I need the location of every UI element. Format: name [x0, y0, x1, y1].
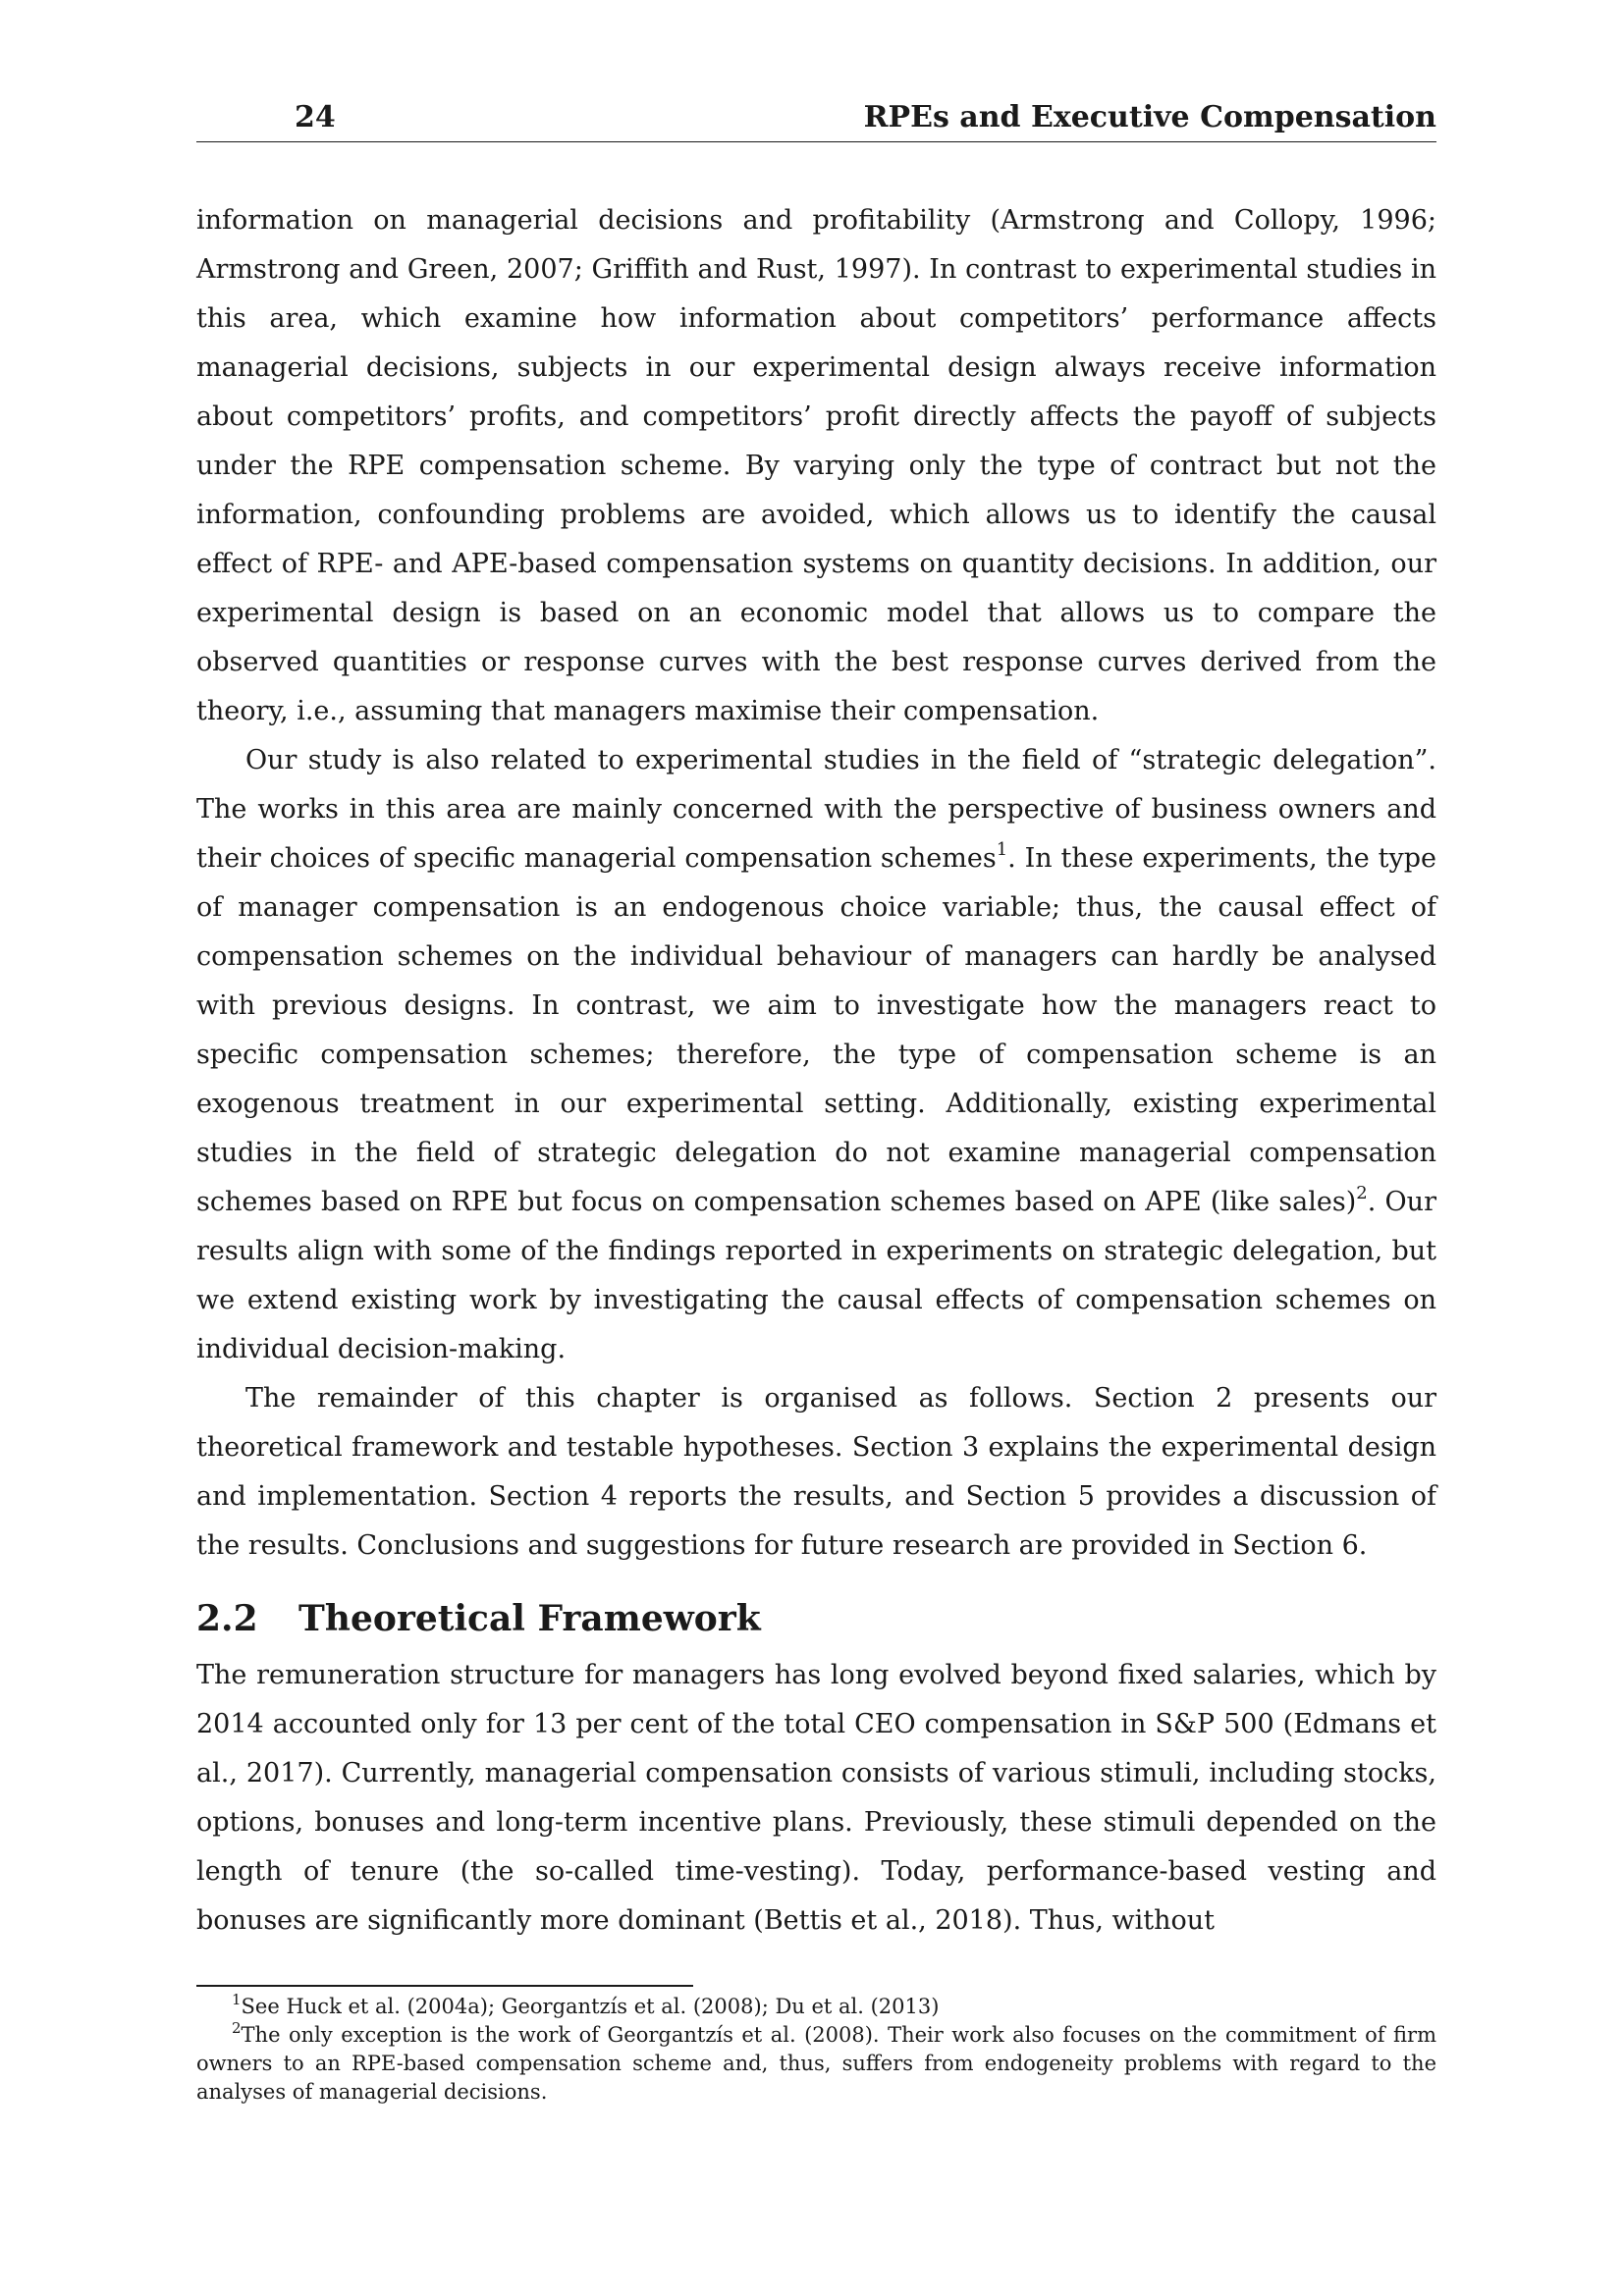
running-title: RPEs and Executive Compensation — [863, 100, 1436, 134]
paragraph-2 — [196, 736, 1436, 1374]
paragraph-4: The remuneration structure for managers has long evolved beyond fixed salaries, which by 2014 accounted only for 13 per cent of the total CEO compensation in S&P 500 (Edmans et al., 2017). Currently, managerial compensation consists of various stimuli, including stocks, options, bonuses and long-term incentive plans. Previously, these stimuli depended on the length of tenure (the so-called time-vesting). Today, performance-based vesting and bonuses are significantly more dominant (Bettis et al., 2018). Thus, without — [196, 1660, 1436, 1936]
footnote-2 — [196, 2021, 1436, 2107]
page-number: 24 — [295, 100, 336, 134]
footnote-divider — [196, 1985, 693, 1987]
body-text — [196, 196, 1436, 1946]
paragraph-1: information on managerial decisions and profitability (Armstrong and Collopy, 1996; Armstrong and Green, 2007; Griffith and Rust, 1997). In contrast to experimental studies in this area, which examine how information about competitors’ performance affects managerial decisions, subjects in our experimental design always receive information about competitors’ profits, and competitors’ profit directly affects the payoff of subjects under the RPE compensation scheme. By varying only the type of contract but not the information, confounding problems are avoided, which allows us to identify the causal effect of RPE- and APE-based compensation systems on quantity decisions. In addition, our experimental design is based on an economic model that allows us to compare the observed quantities or response curves with the best response curves derived from the theory, i.e., assuming that managers maximise their compensation. — [196, 205, 1436, 726]
footnote-1-mark: 1 — [232, 1991, 242, 2008]
running-header — [196, 98, 1436, 142]
paragraph-2-part-b: . In these experiments, the type of manager compensation is an endogenous choice variable; thus, the causal effect of compensation schemes on the individual behaviour of managers can hardly be analysed with previous designs. In contrast, we aim to investigate how the managers react to specific compensation schemes; therefore, the type of compensation scheme is an exogenous treatment in our experimental setting. Additionally, existing experimental studies in the field of strategic delegation do not examine managerial compensation schemes based on RPE but focus on compensation schemes based on APE (like sales) — [196, 843, 1436, 1217]
footnote-1-text: See Huck et al. (2004a); Georgantzís et al. (2008); Du et al. (2013) — [241, 1995, 940, 2018]
footnote-2-mark: 2 — [232, 2019, 242, 2037]
paragraph-2-part-c: . Our results align with some of the findings reported in experiments on strategic delegation, but we extend existing work by investigating the causal effects of compensation schemes on individual decision-making. — [196, 1187, 1436, 1364]
section-title: Theoretical Framework — [298, 1598, 761, 1639]
paragraph-2-part-a: Our study is also related to experimental studies in the field of “strategic delegation”. The works in this area are mainly concerned with the perspective of business owners and their choices of specific managerial compensation schemes — [196, 745, 1436, 874]
footnote-2-text: The only exception is the work of Georgantzís et al. (2008). Their work also focuses on the commitment of firm owners to an RPE-based compensation scheme and, thus, suffers from endogeneity problems with regard to the analyses of managerial decisions. — [196, 2023, 1436, 2104]
footnote-1 — [196, 1993, 1436, 2021]
footnote-ref-1: 1 — [996, 839, 1008, 860]
paragraph-3: The remainder of this chapter is organised as follows. Section 2 presents our theoretical framework and testable hypotheses. Section 3 explains the experimental design and implementation. Section 4 reports the results, and Section 5 provides a discussion of the results. Conclusions and suggestions for future research are provided in Section 6. — [196, 1383, 1436, 1561]
footnote-ref-2: 2 — [1356, 1183, 1368, 1203]
section-heading — [196, 1592, 1436, 1645]
footnotes — [196, 1993, 1436, 2107]
section-number: 2.2 — [196, 1598, 258, 1639]
